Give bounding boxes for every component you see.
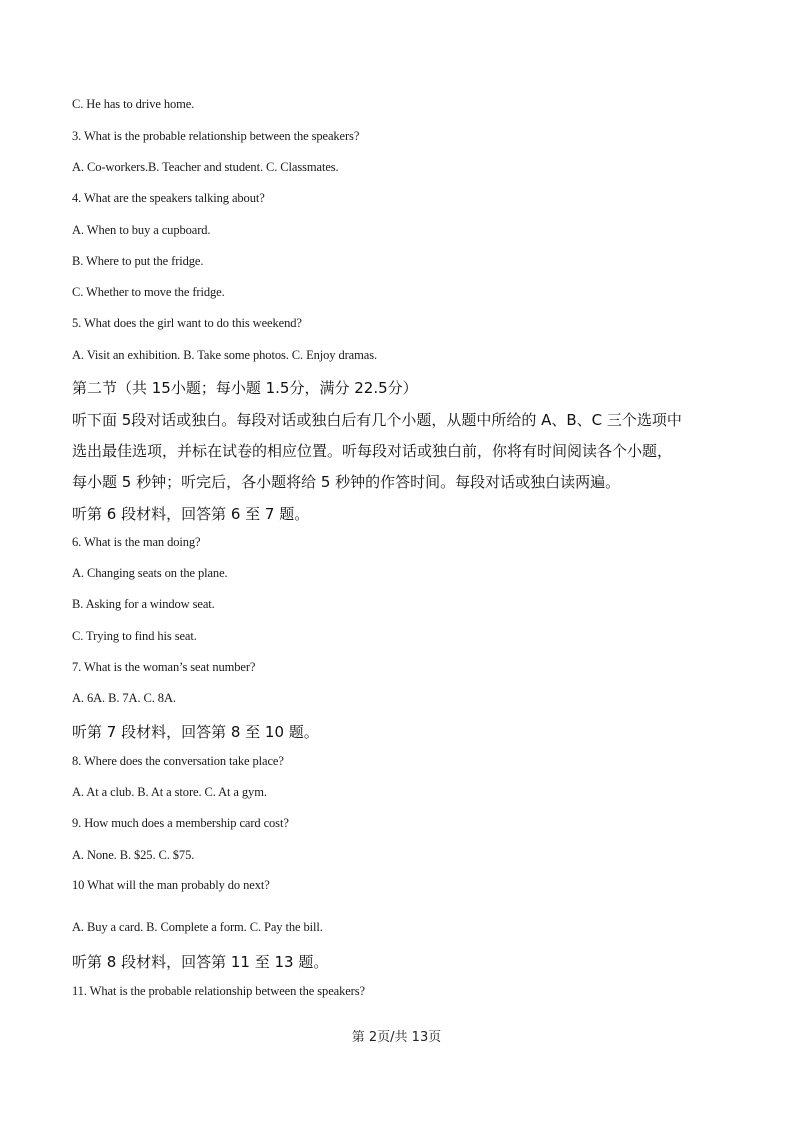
material-7-heading: 听第 7 段材料，回答第 8 至 10 题。	[72, 723, 319, 741]
option-a-q6: A. Changing seats on the plane.	[72, 566, 228, 580]
option-c-q6: C. Trying to find his seat.	[72, 629, 197, 643]
question-9: 9. How much does a membership card cost?	[72, 816, 289, 830]
instructions-line-2: 选出最佳选项，并标在试卷的相应位置。听每段对话或独白前，你将有时间阅读各个小题，	[72, 442, 673, 460]
instructions-line-1: 听下面 5段对话或独白。每段对话或独白后有几个小题，从题中所给的 A、B、C 三个选项中	[72, 411, 682, 429]
options-q9: A. None. B. $25. C. $75.	[72, 848, 195, 862]
options-q8: A. At a club. B. At a store. C. At a gym.	[72, 785, 267, 799]
question-6: 6. What is the man doing?	[72, 535, 201, 549]
question-8: 8. Where does the conversation take place?	[72, 754, 284, 768]
options-q3: A. Co-workers.B. Teacher and student. C. Classmates.	[72, 160, 339, 174]
material-8-heading: 听第 8 段材料，回答第 11 至 13 题。	[72, 953, 329, 971]
option-c-q2: C. He has to drive home.	[72, 97, 195, 111]
option-b-q4: B. Where to put the fridge.	[72, 254, 204, 268]
page-footer: 第 2页/共 13页	[351, 1030, 442, 1045]
option-a-q4: A. When to buy a cupboard.	[72, 223, 211, 237]
material-6-heading: 听第 6 段材料，回答第 6 至 7 题。	[72, 505, 310, 523]
question-3: 3. What is the probable relationship between the speakers?	[72, 129, 360, 143]
question-5: 5. What does the girl want to do this weekend?	[72, 316, 302, 330]
options-q7: A. 6A. B. 7A. C. 8A.	[72, 691, 176, 705]
options-q10: A. Buy a card. B. Complete a form. C. Pay the bill.	[72, 920, 323, 934]
question-7: 7. What is the woman’s seat number?	[72, 660, 256, 674]
question-10: 10 What will the man probably do next?	[72, 878, 270, 892]
option-b-q6: B. Asking for a window seat.	[72, 597, 215, 611]
question-11: 11. What is the probable relationship between the speakers?	[72, 984, 365, 998]
section-2-heading: 第二节（共 15小题；每小题 1.5分，满分 22.5分）	[72, 379, 418, 397]
question-4: 4. What are the speakers talking about?	[72, 191, 265, 205]
options-q5: A. Visit an exhibition. B. Take some photos. C. Enjoy dramas.	[72, 348, 377, 362]
instructions-line-3: 每小题 5 秒钟；听完后，各小题将给 5 秒钟的作答时间。每段对话或独白读两遍。	[72, 473, 621, 491]
option-c-q4: C. Whether to move the fridge.	[72, 285, 225, 299]
